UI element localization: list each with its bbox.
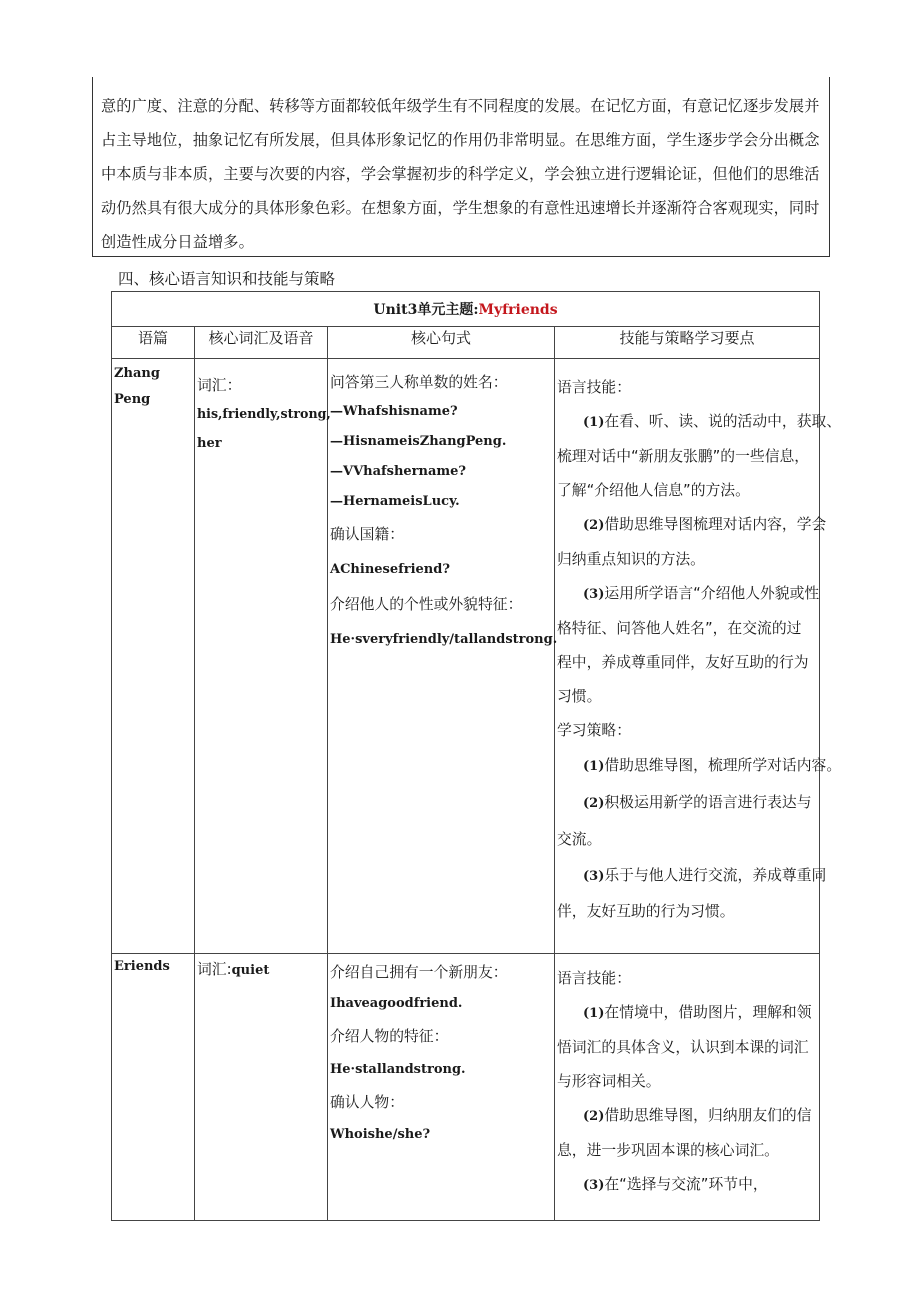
sentence-cell: [328, 359, 558, 954]
column-header: 语篇: [112, 327, 195, 359]
column-header: 核心词汇及语音: [195, 327, 328, 359]
vocab-words: quiet: [231, 963, 270, 978]
skill-text: 借助思维导图梳理对话内容，学会: [604, 516, 827, 533]
table-row: [112, 359, 820, 954]
table-row: [112, 954, 820, 1221]
item-number: (2): [583, 796, 605, 811]
passage-name: Zhang: [114, 366, 160, 381]
vocab-label: 词汇:: [197, 961, 232, 978]
sentence-pattern: —VVhafshername?: [330, 464, 467, 479]
column-header: 技能与策略学习要点: [555, 327, 820, 359]
core-language-table: [111, 291, 842, 1221]
sentence-cell: [328, 954, 555, 1221]
vocab-label: 词汇：: [197, 377, 242, 394]
table-title: [112, 292, 820, 327]
skill-text: 习惯。: [557, 688, 602, 705]
unit-title-prefix: Unit3单元主题:: [373, 302, 479, 318]
vocab-words: his,friendly,strong,: [197, 406, 331, 421]
skill-text: 运用所学语言“介绍他人外貌或性: [604, 585, 820, 602]
item-number: (3): [583, 587, 605, 602]
skills-label: 语言技能：: [557, 379, 631, 396]
skills-cell: [555, 359, 842, 954]
sentence-pattern: He·stallandstrong.: [330, 1062, 466, 1077]
vocab-cell: [195, 359, 331, 954]
passage-cell: [112, 954, 195, 1221]
sentence-pattern: Whoishe/she?: [330, 1127, 431, 1142]
skill-text: 格特征、问答他人姓名”，在交流的过: [557, 620, 802, 637]
sentence-pattern: —Whafshisname?: [330, 404, 458, 419]
skill-text: 借助思维导图，归纳朋友们的信: [604, 1107, 812, 1124]
psychology-text-box: [92, 77, 830, 257]
skills-label: 语言技能：: [557, 970, 631, 987]
psychology-line: 创造性成分日益增多。: [101, 233, 254, 251]
skill-text: 程中，养成尊重同伴，友好互助的行为: [557, 654, 809, 671]
strategy-text: 乐于与他人进行交流，养成尊重同: [604, 867, 827, 884]
psychology-line: 意的广度、注意的分配、转移等方面都较低年级学生有不同程度的发展。在记忆方面，有意记忆逐步发展并: [101, 97, 820, 115]
vocab-words: her: [197, 436, 222, 451]
sentence-pattern: —HernameisLucy.: [330, 494, 460, 509]
skill-text: 归纳重点知识的方法。: [557, 551, 705, 568]
column-header: 核心句式: [328, 327, 555, 359]
skill-text: 悟词汇的具体含义，认识到本课的词汇: [557, 1039, 809, 1056]
unit-theme: Myfriends: [478, 302, 558, 318]
skills-cell: [555, 954, 820, 1221]
sentence-label: 介绍他人的个性或外貌特征：: [330, 596, 523, 613]
strategy-text: 交流。: [557, 831, 602, 848]
skill-text: 在情境中，借助图片，理解和领: [604, 1004, 812, 1021]
skill-text: 在“选择与交流”环节中，: [604, 1176, 768, 1193]
passage-name: Peng: [114, 392, 151, 407]
item-number: (2): [583, 1109, 605, 1124]
sentence-pattern: —HisnameisZhangPeng.: [330, 434, 507, 449]
passage-cell: [112, 359, 195, 954]
sentence-label: 介绍人物的特征：: [330, 1028, 449, 1045]
skill-text: 梳理对话中“新朋友张鹏”的一些信息，: [557, 448, 810, 465]
strategy-text: 伴，友好互助的行为习惯。: [557, 903, 735, 920]
item-number: (2): [583, 518, 605, 533]
item-number: (3): [583, 869, 605, 884]
item-number: (1): [583, 759, 605, 774]
item-number: (3): [583, 1178, 605, 1193]
passage-name: Eriends: [114, 959, 170, 974]
psychology-line: 动仍然具有很大成分的具体形象色彩。在想象方面，学生想象的有意性迅速增长并逐渐符合客观现实，同时: [101, 199, 820, 217]
strategy-label: 学习策略：: [557, 722, 631, 739]
sentence-pattern: He·sveryfriendly/tallandstrong.: [330, 632, 558, 647]
sentence-pattern: AChinesefriend?: [330, 562, 450, 577]
sentence-label: 介绍自己拥有一个新朋友：: [330, 964, 508, 981]
skill-text: 了解“介绍他人信息”的方法。: [557, 482, 750, 499]
strategy-text: 积极运用新学的语言进行表达与: [604, 794, 812, 811]
sentence-pattern: Ihaveagoodfriend.: [330, 996, 463, 1011]
sentence-label: 确认人物：: [330, 1094, 404, 1111]
psychology-line: 占主导地位，抽象记忆有所发展，但具体形象记忆的作用仍非常明显。在思维方面，学生逐步学会分出概念: [101, 131, 820, 149]
strategy-text: 借助思维导图，梳理所学对话内容。: [604, 757, 842, 774]
item-number: (1): [583, 1006, 605, 1021]
section-heading: 四、核心语言知识和技能与策略: [118, 270, 336, 288]
skill-text: 与形容词相关。: [557, 1073, 661, 1090]
skill-text: 息，进一步巩固本课的核心词汇。: [557, 1142, 779, 1159]
item-number: (1): [583, 415, 605, 430]
vocab-cell: [195, 954, 328, 1221]
sentence-label: 问答第三人称单数的姓名：: [330, 374, 508, 391]
psychology-line: 中本质与非本质，主要与次要的内容，学会掌握初步的科学定义，学会独立进行逻辑论证，但他们的思维活: [101, 165, 820, 183]
sentence-label: 确认国籍：: [330, 526, 404, 543]
skill-text: 在看、听、读、说的活动中，获取、: [604, 413, 842, 430]
